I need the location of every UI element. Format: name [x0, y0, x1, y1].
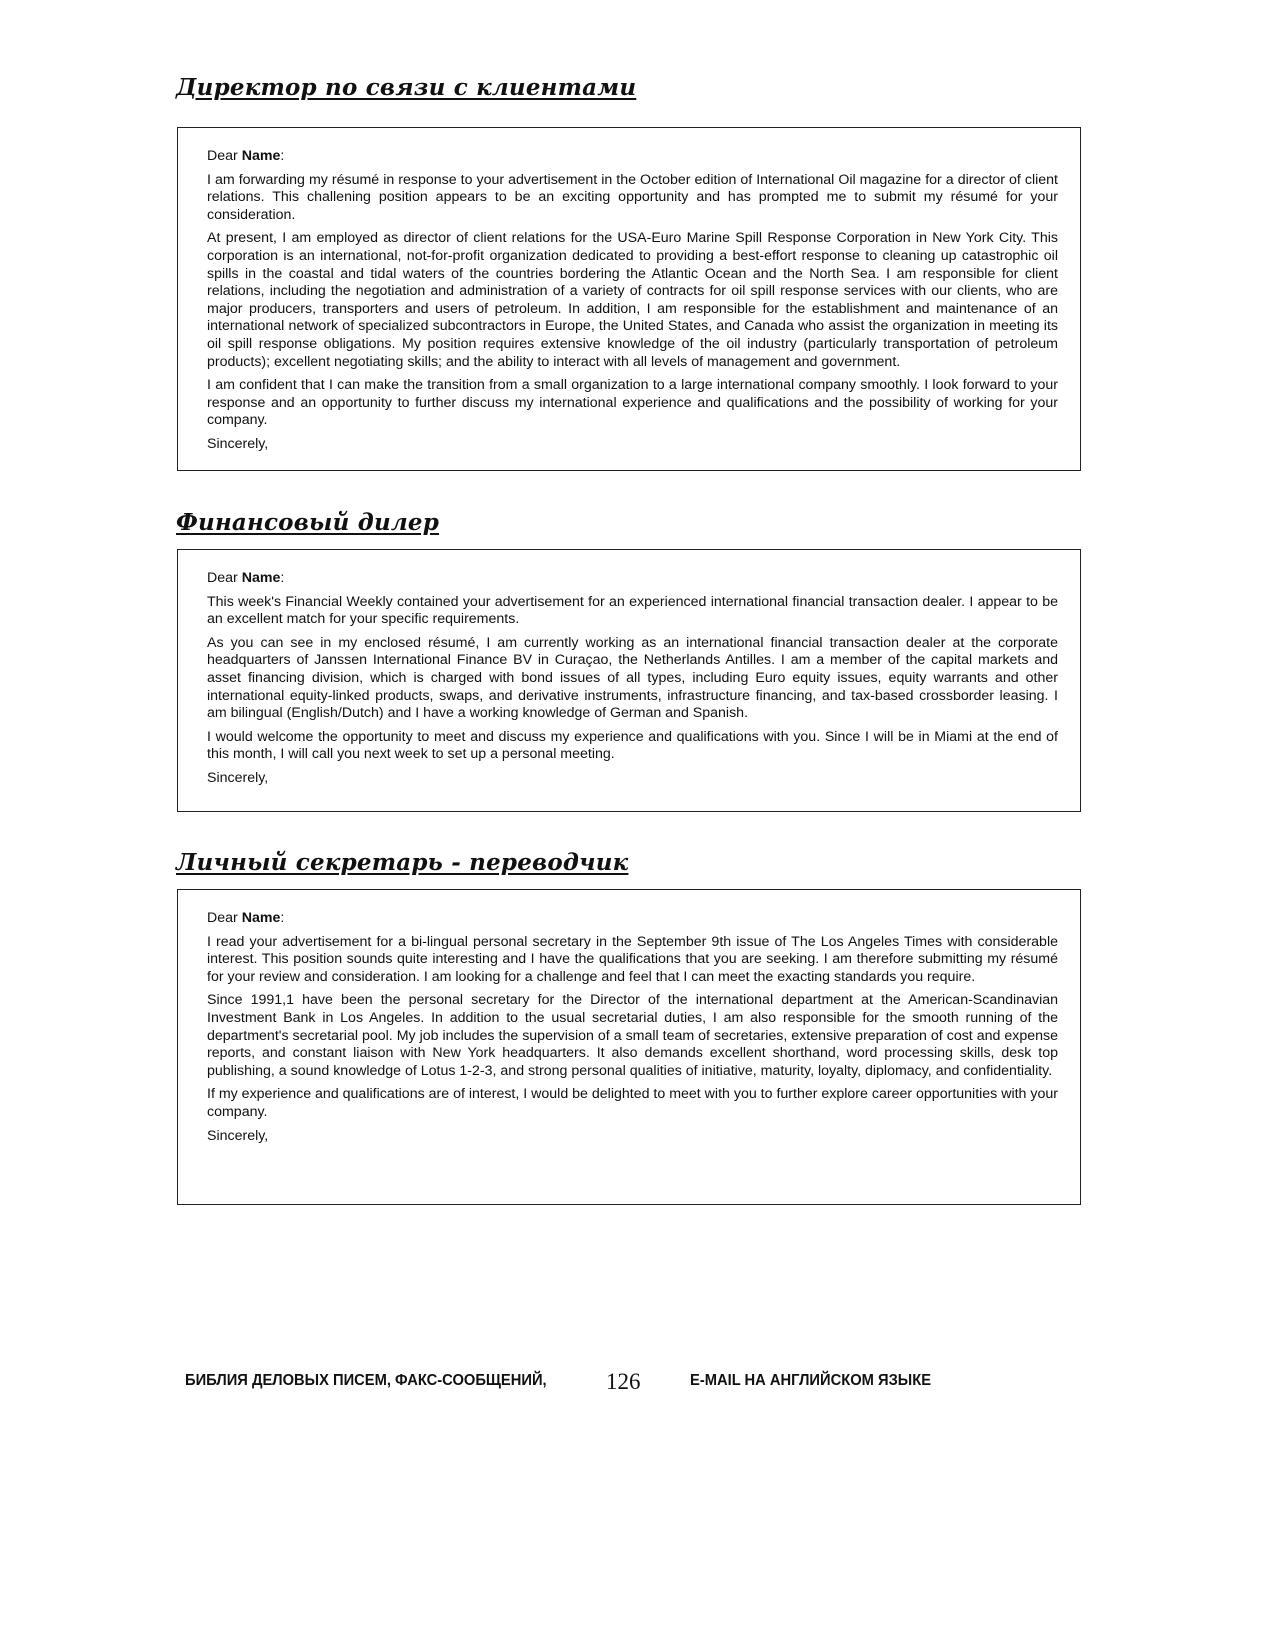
- salutation-suffix: :: [280, 910, 285, 926]
- salutation-name: Name: [241, 910, 281, 926]
- letter-closing: Sincerely,: [207, 769, 269, 786]
- letter-box-client-relations-director: [177, 127, 1081, 471]
- letter-closing: Sincerely,: [207, 435, 269, 452]
- salutation-prefix: Dear: [207, 570, 242, 586]
- letter-paragraph: At present, I am employed as director of client relations for the USA-Euro Marine Spill Response Corporation in New York City. This corporation is an international, not-for-profit organization dedicated to providing a best-effort response to cleaning up catastrophic oil spills in the coastal and tidal waters of the countries bordering the Atlantic Ocean and the North Sea. I am responsible for client relations, including the negotiation and administration of a variety of contracts for oil spill response services with our clients, who are major producers, transporters and users of petroleum. In addition, I am responsible for the establishment and maintenance of an international network of specialized subcontractors in Europe, the United States, and Canada who assist the organization in meeting its oil spill response obligations. My position requires extensive knowledge of the oil industry (particularly transportation of petroleum products); excellent negotiating skills; and the ability to interact with all levels of management and government.: [207, 230, 1058, 370]
- page-number: 126: [606, 1369, 641, 1394]
- letter-paragraph: I am forwarding my résumé in response to your advertisement in the October edition of International Oil magazine for a director of client relations. This challening position appears to be an exciting opportunity and has prompted me to submit my résumé for your consideration.: [207, 171, 1058, 223]
- salutation-prefix: Dear: [207, 148, 242, 164]
- letter-paragraph: I read your advertisement for a bi-lingual personal secretary in the September 9th issue of The Los Angeles Times with considerable interest. This position sounds quite interesting and I have the qualifications that you are seeking. I am therefore submitting my résumé for your review and consideration. I am looking for a challenge and feel that I can meet the exacting standards you require.: [207, 933, 1058, 985]
- section-title-financial-dealer: Финансовый дилер: [176, 509, 440, 536]
- salutation: [207, 570, 1058, 588]
- letter-paragraph: Since 1991,1 have been the personal secretary for the Director of the international department at the American-Scandinavian Investment Bank in Los Angeles. In addition to the usual secretarial duties, I am also responsible for the smooth running of the department's secretarial pool. My job includes the supervision of a small team of secretaries, extensive preparation of cost and expense reports, and constant liaison with New York headquarters. It also demands excellent shorthand, word processing skills, desk top publishing, a sound knowledge of Lotus 1-2-3, and strong personal qualities of initiative, maturity, loyalty, diplomacy, and confidentiality.: [207, 992, 1058, 1079]
- section-title-personal-secretary-translator: Личный секретарь - переводчик: [176, 849, 629, 876]
- footer-book-title-left: БИБЛИЯ ДЕЛОВЫХ ПИСЕМ, ФАКС-СООБЩЕНИЙ,: [185, 1372, 547, 1389]
- letter-paragraph: I would welcome the opportunity to meet and discuss my experience and qualifications with you. Since I will be in Miami at the end of this month, I will call you next week to set up a personal meeting.: [207, 728, 1058, 763]
- letter-paragraph: I am confident that I can make the transition from a small organization to a large international company smoothly. I look forward to your response and an opportunity to further discuss my international experience and qualifications and the possibility of working for your company.: [207, 377, 1058, 429]
- salutation: [207, 910, 1058, 928]
- salutation-name: Name: [241, 148, 281, 164]
- footer-book-title-right: E-MAIL НА АНГЛИЙСКОМ ЯЗЫКЕ: [690, 1372, 932, 1389]
- salutation-name: Name: [241, 570, 281, 586]
- letter-paragraph: If my experience and qualifications are of interest, I would be delighted to meet with you to further explore career opportunities with your company.: [207, 1086, 1058, 1120]
- salutation-suffix: :: [280, 148, 285, 164]
- letter-closing: Sincerely,: [207, 1127, 269, 1144]
- salutation-prefix: Dear: [207, 910, 242, 926]
- letter-box-financial-dealer: [177, 549, 1081, 812]
- letter-box-personal-secretary-translator: [177, 889, 1081, 1205]
- letter-paragraph: This week's Financial Weekly contained your advertisement for an experienced international financial transaction dealer. I appear to be an excellent match for your specific requirements.: [207, 593, 1058, 628]
- section-title-client-relations-director: Директор по связи с клиентами: [176, 74, 637, 101]
- letter-paragraph: As you can see in my enclosed résumé, I am currently working as an international financial transaction dealer at the corporate headquarters of Janssen International Finance BV in Curaçao, the Netherlands Antilles. I am a member of the capital markets and asset financing division, which is charged with bond issues of all types, including Euro equity issues, equity warrants and other international equity-linked products, swaps, and derivative instruments, infrastructure financing, and tax-based crossborder leasing. I am bilingual (English/Dutch) and I have a working knowledge of German and Spanish.: [207, 634, 1058, 722]
- page-footer: [0, 1362, 1275, 1398]
- salutation-suffix: :: [280, 570, 285, 586]
- salutation: [207, 148, 1058, 166]
